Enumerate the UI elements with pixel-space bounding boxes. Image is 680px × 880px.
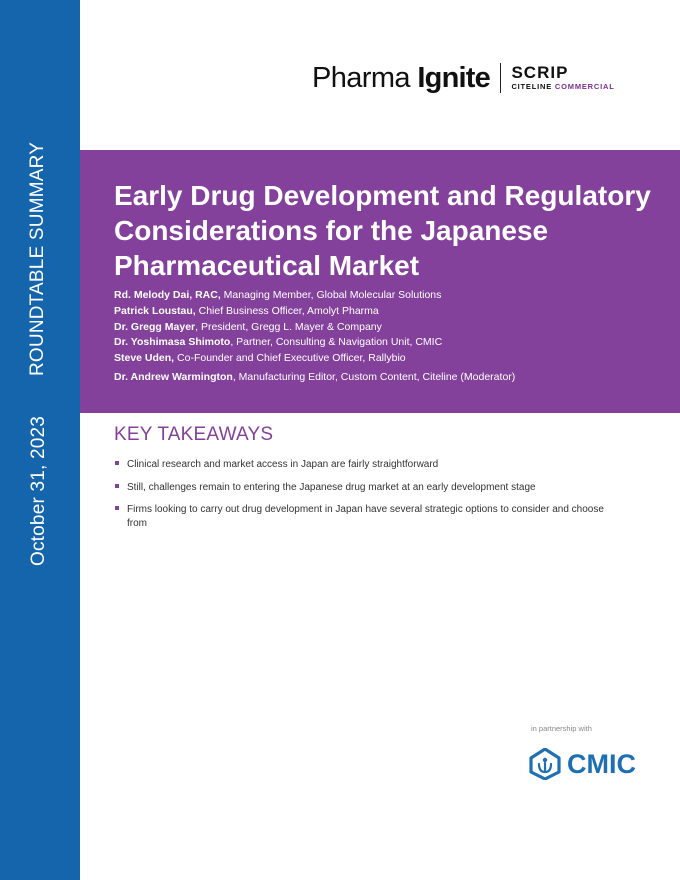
- square-bullet-icon: [115, 461, 119, 465]
- list-item-text: Firms looking to carry out drug development in Japan have several strategic options to consider and choose from: [127, 504, 604, 529]
- citeline-word: CITELINE: [511, 82, 553, 91]
- participant-role: , Partner, Consulting & Navigation Unit, CMIC: [230, 336, 443, 349]
- participant: [114, 335, 674, 351]
- title-banner: [80, 150, 680, 413]
- scrip-logo: [511, 64, 614, 92]
- participant-name: Steve Uden,: [114, 352, 175, 365]
- commercial-word: COMMERCIAL: [554, 82, 615, 91]
- participant: [114, 320, 674, 336]
- pharma-ignite-scrip-logo: [312, 58, 615, 98]
- list-item: [114, 458, 604, 472]
- participant: [114, 370, 674, 386]
- ignite-word: Ignite: [417, 61, 490, 94]
- participant-name: Patrick Loustau,: [114, 304, 196, 317]
- document-type-label: ROUNDTABLE SUMMARY: [27, 141, 48, 376]
- key-takeaways-list: [114, 458, 604, 539]
- participant-name: Dr. Gregg Mayer: [114, 320, 196, 333]
- list-item: [114, 481, 604, 495]
- participant-role: Managing Member, Global Molecular Solutions: [220, 289, 442, 301]
- participant-name: Rd. Melody Dai, RAC,: [114, 289, 221, 301]
- partnership-label: in partnership with: [531, 724, 592, 733]
- cmic-logo: [529, 748, 636, 780]
- participant: [114, 288, 674, 304]
- logo-divider: [500, 63, 502, 93]
- list-item: [114, 503, 604, 530]
- citeline-commercial: [511, 82, 614, 92]
- list-item-text: Clinical research and market access in Japan are fairly straightforward: [127, 459, 439, 470]
- participant-name: Dr. Yoshimasa Shimoto: [114, 336, 231, 349]
- key-takeaways-heading: KEY TAKEAWAYS: [114, 424, 274, 445]
- participant-role: Chief Business Officer, Amolyt Pharma: [195, 304, 379, 317]
- sidebar: [0, 0, 80, 880]
- participant: [114, 351, 674, 367]
- list-item-text: Still, challenges remain to entering the Japanese drug market at an early development stage: [127, 481, 536, 493]
- participant-list: [114, 288, 674, 386]
- page-title: Early Drug Development and Regulatory Considerations for the Japanese Pharmaceutical Market: [114, 180, 651, 281]
- participant-role: Co-Founder and Chief Executive Officer, Rallybio: [174, 352, 406, 365]
- document-date: October 31, 2023: [28, 415, 49, 566]
- cmic-wordmark: CMIC: [567, 748, 636, 779]
- participant-role: , President, Gregg L. Mayer & Company: [195, 320, 382, 333]
- scrip-word: SCRIP: [511, 63, 569, 82]
- participant-role: , Manufacturing Editor, Custom Content, Citeline (Moderator): [232, 370, 516, 383]
- participant: [114, 304, 674, 320]
- participant-name: Dr. Andrew Warmington: [114, 370, 233, 383]
- pharma-ignite-wordmark: [312, 62, 490, 95]
- cmic-emblem-icon: [529, 748, 561, 780]
- pharma-word: Pharma: [312, 61, 410, 94]
- square-bullet-icon: [115, 506, 119, 510]
- square-bullet-icon: [115, 484, 119, 488]
